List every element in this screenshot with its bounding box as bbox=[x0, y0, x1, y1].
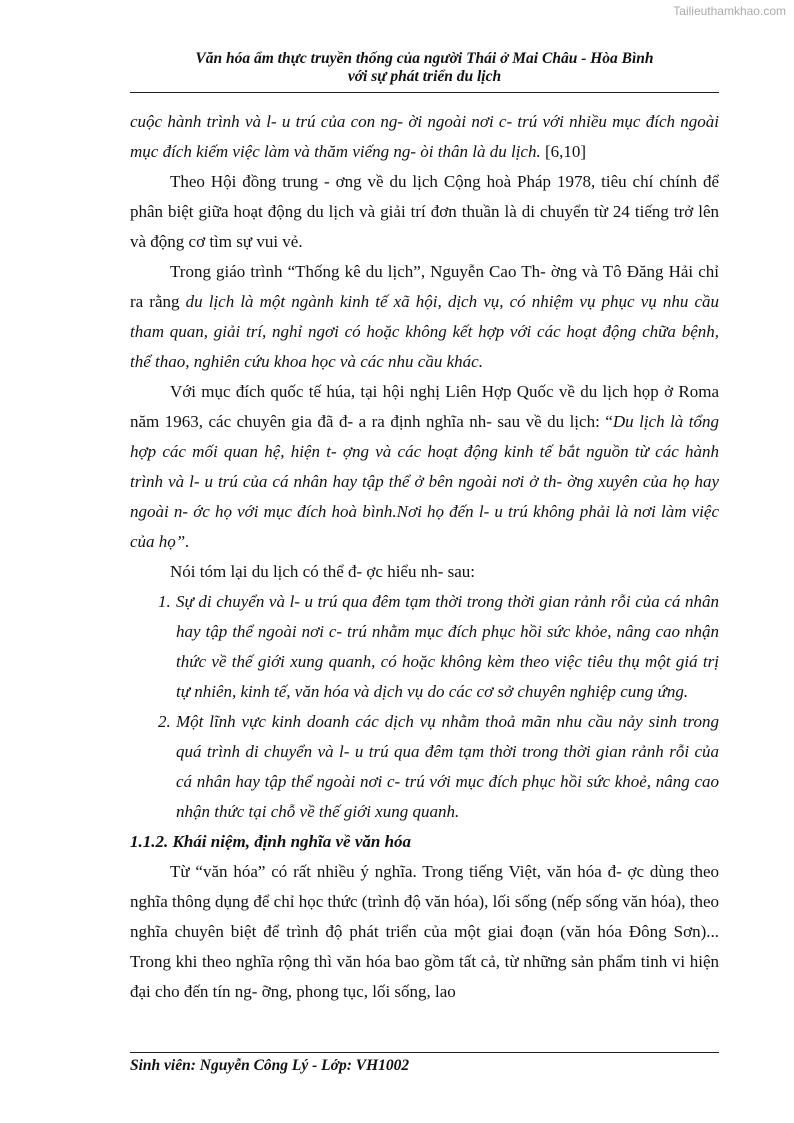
list-item-number: 1. bbox=[158, 592, 171, 611]
document-body bbox=[130, 107, 719, 1007]
page-footer: Sinh viên: Nguyễn Công Lý - Lớp: VH1002 bbox=[130, 1057, 410, 1074]
header-title-line2: với sự phát triển du lịch bbox=[347, 68, 502, 85]
paragraph-4-lead: Với mục đích quốc tế húa, tại hội nghị Liên Hợp Quốc về du lịch họp ở Roma năm 1963, các chuyên gia đã đ- a ra định nghĩa nh- sau về du lịch: “ bbox=[130, 382, 719, 431]
header-divider bbox=[130, 92, 719, 93]
list-item-text: Một lĩnh vực kinh doanh các dịch vụ nhằm thoả mãn nhu cầu nảy sinh trong quá trình di chuyển và l- u trú qua đêm tạm thời trong thời gian rảnh rỗi của cá nhân hay tập thể ngoài nơi c- trú với mục đích phục hồi sức khoẻ, nâng cao nhận thức tại chỗ về thế giới xung quanh. bbox=[176, 712, 719, 821]
paragraph-2: Theo Hội đồng trung - ơng về du lịch Cộng hoà Pháp 1978, tiêu chí chính để phân biệt giữa hoạt động du lịch và giải trí đơn thuần là di chuyển từ 24 tiếng trở lên và động cơ tìm sự vui vẻ. bbox=[130, 172, 719, 251]
paragraph-1 bbox=[130, 107, 719, 167]
page-header bbox=[130, 50, 719, 86]
list-item-text: Sự di chuyển và l- u trú qua đêm tạm thời trong thời gian rảnh rỗi của cá nhân hay tập thể ngoài nơi c- trú nhằm mục đích phục hồi sức khỏe, nâng cao nhận thức về thế giới xung quanh, có hoặc không kèm theo việc tiêu thụ một giá trị tự nhiên, kinh tế, văn hóa và dịch vụ do các cơ sở chuyên nghiệp cung ứng. bbox=[176, 592, 719, 701]
footer-divider bbox=[130, 1052, 719, 1053]
list-item bbox=[130, 707, 719, 827]
paragraph-4 bbox=[130, 377, 719, 557]
paragraph-1-text: cuộc hành trình và l- u trú của con ng- ời ngoài nơi c- trú với nhiều mục đích ngoài mục đích kiếm việc làm và thăm viếng ng- òi thân là du lịch. bbox=[130, 112, 719, 161]
paragraph-3 bbox=[130, 257, 719, 377]
paragraph-4-definition: Du lịch là tổng hợp các mối quan hệ, hiện t- ợng và các hoạt động kinh tế bắt nguồn từ các hành trình và l- u trú của cá nhân hay tập thể ở bên ngoài nơi ở th- ờng xuyên của họ hay ngoài n- ớc họ với mục đích hoà bình.Nơi họ đến l- u trú không phải là nơi làm việc của họ bbox=[130, 412, 720, 551]
watermark: Tailieuthamkhao.com bbox=[673, 4, 786, 18]
paragraph-3-definition: du lịch là một ngành kinh tế xã hội, dịch vụ, có nhiệm vụ phục vụ nhu cầu tham quan, giải trí, nghỉ ngơi có hoặc không kết hợp với các hoạt động chữa bệnh, thể thao, nghiên cứu khoa học và các nhu cầu khác. bbox=[130, 292, 719, 371]
paragraph-3-lead: Trong giáo trình “Thống kê du lịch”, Nguyễn Cao Th- ờng và Tô Đăng Hải chỉ ra rằng bbox=[130, 262, 719, 311]
citation: [6,10] bbox=[540, 142, 587, 161]
section-paragraph: Từ “văn hóa” có rất nhiều ý nghĩa. Trong tiếng Việt, văn hóa đ- ợc dùng theo nghĩa thông dụng để chỉ học thức (trình độ văn hóa), lối sống (nếp sống văn hóa), theo nghĩa chuyên biệt để trình độ phát triển của một giai đoạn (văn hóa Đông Sơn)... Trong khi theo nghĩa rộng thì văn hóa bao gồm tất cả, từ những sản phẩm tinh vi hiện đại cho đến tín ng- ỡng, phong tục, lối sống, lao bbox=[130, 862, 719, 1001]
paragraph-4-end: ”. bbox=[175, 532, 190, 551]
definition-list bbox=[130, 587, 719, 827]
paragraph-5: Nói tóm lại du lịch có thể đ- ợc hiểu nh- sau: bbox=[170, 562, 476, 581]
list-item-number: 2. bbox=[158, 712, 171, 731]
header-title-line1: Văn hóa ẩm thực truyền thống của người Thái ở Mai Châu - Hòa Bình bbox=[195, 50, 654, 67]
list-item bbox=[130, 587, 719, 707]
section-heading: 1.1.2. Khái niệm, định nghĩa về văn hóa bbox=[130, 832, 412, 851]
